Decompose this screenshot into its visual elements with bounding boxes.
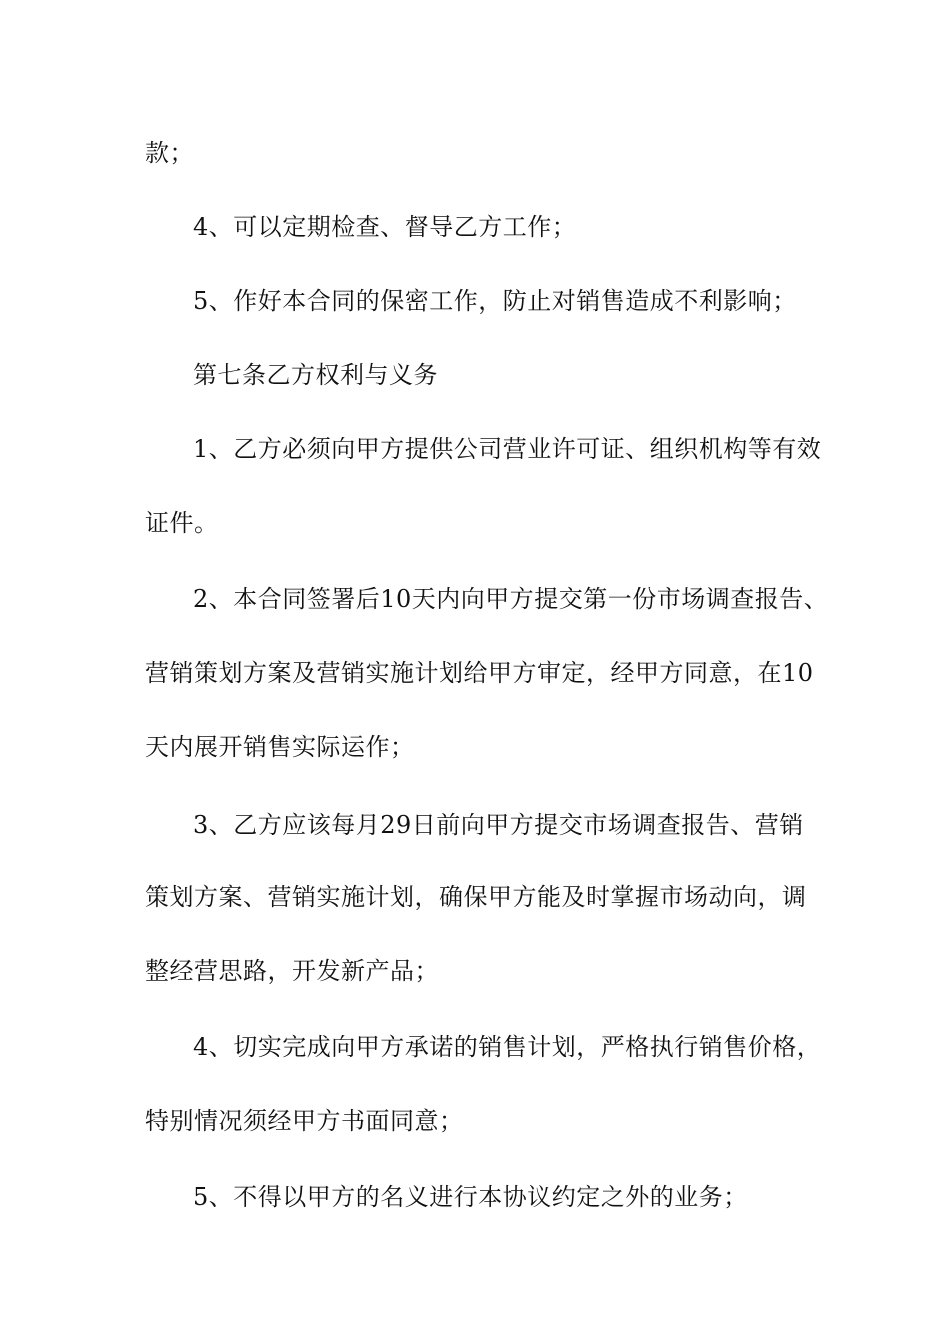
text-line: 2、本合同签署后10天内向甲方提交第一份市场调查报告、 bbox=[193, 585, 829, 613]
text-line: 5、不得以甲方的名义进行本协议约定之外的业务； bbox=[193, 1183, 748, 1211]
text-line: 款； bbox=[145, 139, 194, 167]
text-line: 整经营思路，开发新产品； bbox=[145, 957, 439, 985]
text-line: 证件。 bbox=[145, 509, 219, 537]
text-line: 策划方案、营销实施计划，确保甲方能及时掌握市场动向，调 bbox=[145, 883, 807, 911]
text-line: 3、乙方应该每月29日前向甲方提交市场调查报告、营销 bbox=[193, 811, 804, 839]
text-line: 5、作好本合同的保密工作，防止对销售造成不利影响； bbox=[193, 287, 797, 315]
text-line: 特别情况须经甲方书面同意； bbox=[145, 1107, 464, 1135]
text-line: 营销策划方案及营销实施计划给甲方审定，经甲方同意，在10 bbox=[145, 659, 814, 687]
text-line: 4、切实完成向甲方承诺的销售计划，严格执行销售价格， bbox=[193, 1033, 822, 1061]
text-line: 天内展开销售实际运作； bbox=[145, 733, 415, 761]
text-line: 1、乙方必须向甲方提供公司营业许可证、组织机构等有效 bbox=[193, 435, 822, 463]
section-heading: 第七条乙方权利与义务 bbox=[193, 361, 438, 389]
text-line: 4、可以定期检查、督导乙方工作； bbox=[193, 213, 577, 241]
